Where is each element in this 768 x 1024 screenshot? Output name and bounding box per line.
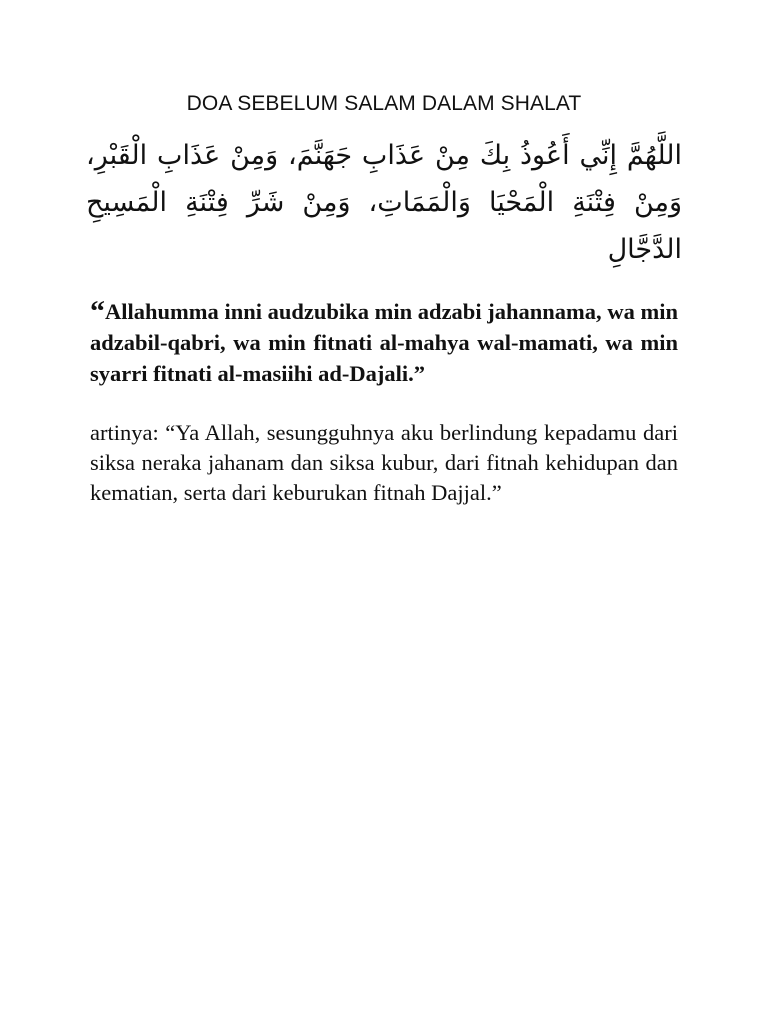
translation-paragraph: artinya: “Ya Allah, sesungguhnya aku berlindung kepadamu dari siksa neraka jahanam dan siksa kubur, dari fitnah kehidupan dan kematian, serta dari keburukan fitnah Dajjal.” [90,420,678,505]
page-title: DOA SEBELUM SALAM DALAM SHALAT [186,92,582,115]
arabic-prayer-text: اللَّهُمَّ إِنِّي أَعُوذُ بِكَ مِنْ عَذَابِ جَهَنَّمَ، وَمِنْ عَذَابِ الْقَبْرِ، وَمِنْ فِتْنَةِ الْمَحْيَا وَالْمَمَاتِ، وَمِنْ شَرِّ فِتْنَةِ الْمَسِيحِ الدَّجَّالِ [86,140,682,265]
opening-quote-mark: “ [90,295,105,328]
transliteration-paragraph [90,296,678,389]
transliteration-text: Allahumma inni audzubika min adzabi jahannama, wa min adzabil-qabri, wa min fitnati al-mahya wal-mamati, wa min syarri fitnati al-masiihi ad-Dajali.” [90,299,678,386]
